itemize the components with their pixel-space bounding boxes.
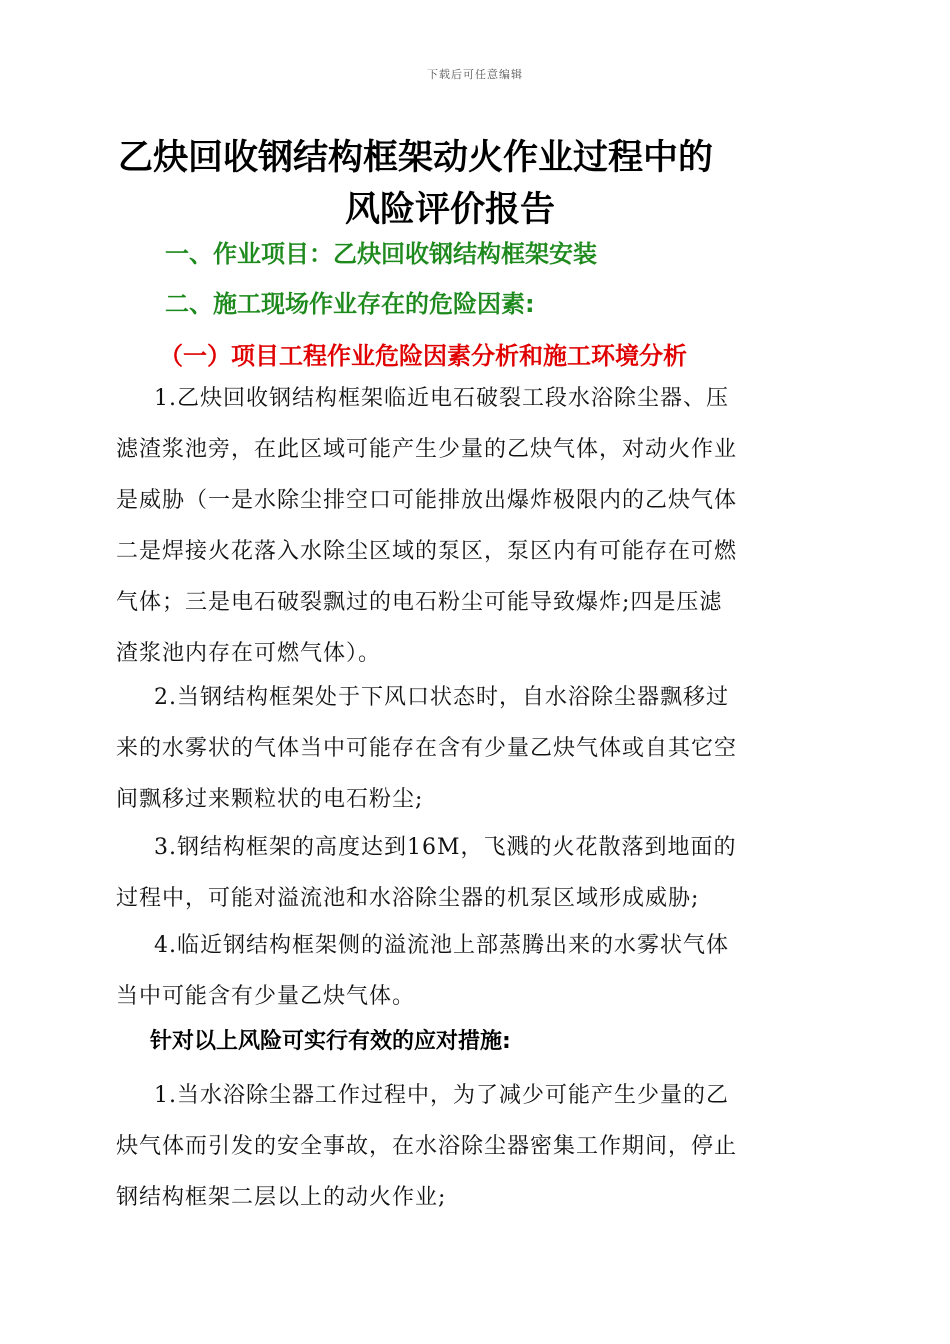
paragraph-line: 二是焊接火花落入水除尘区域的泵区，泵区内有可能存在可燃	[116, 539, 738, 564]
paragraph-line: 渣浆池内存在可燃气体）。	[116, 641, 382, 666]
paragraph-line: 3.钢结构框架的高度达到16M，飞溅的火花散落到地面的	[154, 835, 737, 860]
document-title-line-2: 风险评价报告	[345, 190, 556, 230]
section-heading-hazards: 二、施工现场作业存在的危险因素:	[165, 290, 535, 318]
paragraph-measure-1	[116, 1070, 816, 1223]
paragraph-hazard-2	[116, 672, 816, 825]
document-title-line-1: 乙炔回收钢结构框架动火作业过程中的	[118, 138, 714, 178]
paragraph-hazard-1	[116, 373, 816, 679]
paragraph-line: 间飘移过来颗粒状的电石粉尘;	[116, 787, 424, 812]
paragraph-line: 炔气体而引发的安全事故，在水浴除尘器密集工作期间，停止	[116, 1134, 738, 1159]
paragraph-line: 钢结构框架二层以上的动火作业;	[116, 1185, 447, 1210]
section-heading-work-item: 一、作业项目：乙炔回收钢结构框架安装	[165, 240, 597, 268]
paragraph-line: 滤渣浆池旁，在此区域可能产生少量的乙炔气体，对动火作业	[116, 437, 738, 462]
paragraph-line: 气体；三是电石破裂飘过的电石粉尘可能导致爆炸;四是压滤	[116, 590, 723, 615]
paragraph-line: 当中可能含有少量乙炔气体。	[116, 984, 416, 1009]
paragraph-line: 是威胁（一是水除尘排空口可能排放出爆炸极限内的乙炔气体	[116, 488, 738, 513]
paragraph-line: 过程中，可能对溢流池和水浴除尘器的机泵区域形成威胁;	[116, 886, 700, 911]
paragraph-line: 2.当钢结构框架处于下风口状态时，自水浴除尘器飘移过	[154, 685, 729, 710]
subsection-heading-analysis: （一）项目工程作业危险因素分析和施工环境分析	[159, 342, 687, 370]
paragraph-line: 来的水雾状的气体当中可能存在含有少量乙炔气体或自其它空	[116, 736, 738, 761]
paragraph-line: 1.乙炔回收钢结构框架临近电石破裂工段水浴除尘器、压	[154, 386, 729, 411]
paragraph-line: 1.当水浴除尘器工作过程中，为了减少可能产生少量的乙	[154, 1083, 729, 1108]
paragraph-hazard-3	[116, 822, 816, 924]
paragraph-hazard-4	[116, 920, 816, 1022]
measures-heading: 针对以上风险可实行有效的应对措施:	[150, 1029, 511, 1054]
paragraph-line: 4.临近钢结构框架侧的溢流池上部蒸腾出来的水雾状气体	[154, 933, 729, 958]
header-note: 下载后可任意编辑	[427, 68, 523, 81]
